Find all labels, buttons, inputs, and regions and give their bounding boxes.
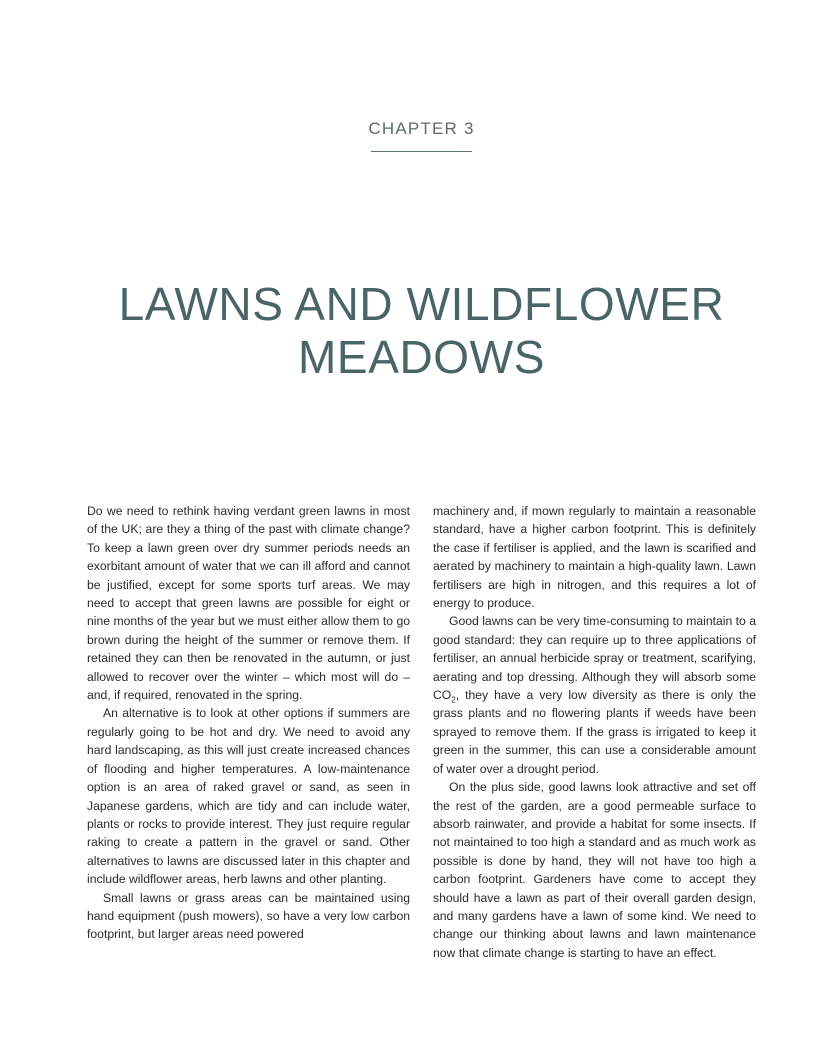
paragraph-rethinking-lawns: Do we need to rethink having verdant green lawns in most of the UK; are they a thing of the past with climate change? To keep a lawn green over dry summer periods needs an exorbitant amount of water that we can ill afford and cannot be justified, except for some sports turf areas. We may need to accept that green lawns are possible for eight or nine months of the year but we must either allow them to go brown during the height of the summer or remove them. If retained they can then be renovated in the autumn, or just allowed to recover over the winter – which most will do – and, if required, renovated in the spring. — [87, 504, 410, 703]
body-text-columns — [87, 502, 758, 986]
chapter-title-line-1: LAWNS AND WILDFLOWER — [118, 278, 725, 330]
left-column — [87, 502, 410, 944]
paragraph-good-lawns — [433, 612, 756, 778]
chapter-divider — [371, 151, 472, 152]
paragraph-plus-side: On the plus side, good lawns look attractive and set off the rest of the garden, are a good permeable surface to absorb rainwater, and provide a habitat for some insects. If not maintained to too high a standard and as much work as possible is done by hand, they will not have too high a carbon footprint. Gardeners have come to accept they should have a lawn as part of their overall garden design, and many gardens have a lawn of some kind. We need to change our thinking about lawns and lawn maintenance now that climate change is starting to have an effect. — [433, 780, 756, 960]
co2-subscript: 2 — [451, 695, 456, 705]
paragraph-small-lawns: Small lawns or grass areas can be maintained using hand equipment (push mowers), so have a very low carbon footprint, but larger areas need powered — [87, 890, 410, 942]
co2-text-before: Good lawns can be very time-consuming to maintain to a good standard: they can require up to three applications of fertiliser, an annual herbicide spray or treatment, scarifying, aerating and top dressing. Although they will absorb some CO — [433, 614, 756, 703]
paragraph-alternatives: An alternative is to look at other options if summers are regularly going to be hot and dry. We need to avoid any hard landscaping, as this will just create increased chances of flooding and higher temperatures. A low-maintenance option is an area of raked gravel or sand, as seen in Japanese gardens, which are tidy and can include water, plants or rocks to provide interest. They just require regular raking to create a pattern in the gravel or sand. Other alternatives to lawns are discussed later in this chapter and include wildflower areas, herb lawns and other planting. — [87, 706, 410, 887]
chapter-title-line-2: MEADOWS — [298, 331, 545, 383]
chapter-label: CHAPTER 3 — [368, 119, 475, 138]
chapter-title — [0, 278, 818, 384]
right-column — [433, 502, 756, 962]
paragraph-machinery: machinery and, if mown regularly to maintain a reasonable standard, have a higher carbon footprint. This is definitely the case if fertiliser is applied, and the lawn is scarified and aerated by machinery to maintain a high-quality lawn. Lawn fertilisers are high in nitrogen, and this requires a lot of energy to produce. — [433, 504, 756, 611]
co2-text-after: , they have a very low diversity as there is only the grass plants and no flowering plants if weeds have been sprayed to remove them. If the grass is irrigated to keep it green in the summer, this can use a considerable amount of water over a drought period. — [433, 688, 756, 776]
